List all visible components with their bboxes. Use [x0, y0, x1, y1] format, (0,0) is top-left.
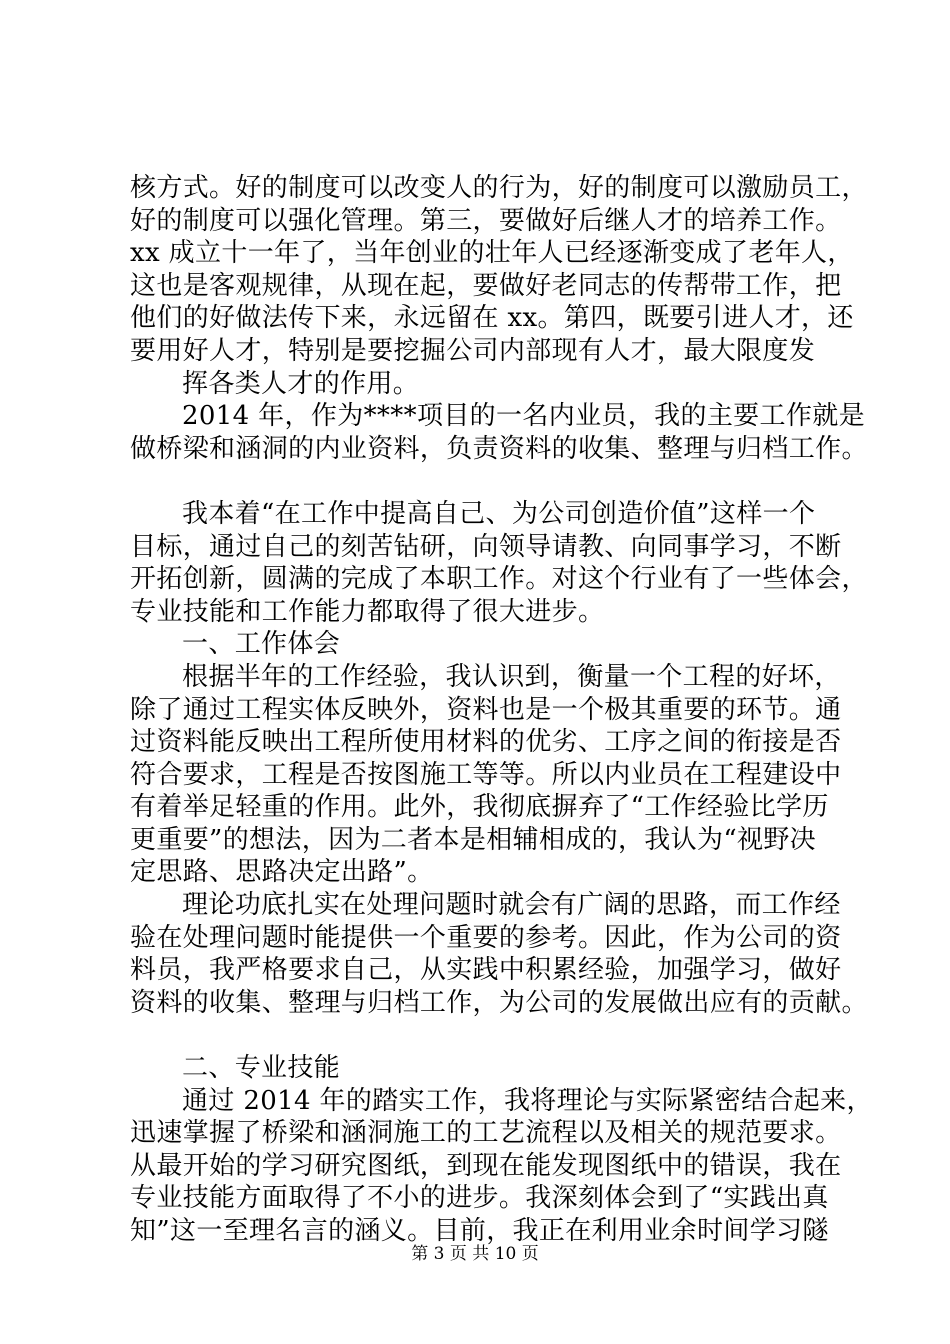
text-line: 专业技能和工作能力都取得了很大进步。 — [130, 596, 605, 627]
text-line: 有着举足轻重的作用。此外，我彻底摒弃了“工作经验比学历 — [130, 792, 829, 823]
text-line: 过资料能反映出工程所使用材料的优劣、工序之间的衔接是否 — [130, 727, 842, 758]
paragraph-start: 我本着“在工作中提高自己、为公司创造价值”这样一个 — [182, 498, 816, 529]
paragraph-start: 通过 2014 年的踏实工作，我将理论与实际紧密结合起来， — [182, 1085, 873, 1116]
text-line: 资料的收集、整理与归档工作，为公司的发展做出应有的贡献。 — [130, 987, 868, 1018]
text-line: 他们的好做法传下来，永远留在 xx。第四，既要引进人才，还 — [130, 303, 854, 334]
text-line: 料员，我严格要求自己，从实践中积累经验，加强学习，做好 — [130, 955, 842, 986]
blank-line — [130, 465, 830, 498]
text-line: 要用好人才，特别是要挖掘公司内部现有人才，最大限度发 — [130, 335, 816, 366]
paragraph-start: 根据半年的工作经验，我认识到，衡量一个工程的好坏， — [182, 661, 841, 692]
text-line: 符合要求，工程是否按图施工等等。所以内业员在工程建设中 — [130, 759, 842, 790]
text-line: 迅速掌握了桥梁和涵洞施工的工艺流程以及相关的规范要求。 — [130, 1118, 842, 1149]
page-number-footer: 第 3 页 共 10 页 — [411, 1244, 539, 1264]
text-line: 挥各类人才的作用。 — [182, 368, 420, 399]
section-heading: 二、专业技能 — [182, 1053, 341, 1084]
text-line: 核方式。好的制度可以改变人的行为，好的制度可以激励员工， — [130, 173, 868, 203]
blank-line — [130, 1019, 830, 1052]
text-line: 开拓创新，圆满的完成了本职工作。对这个行业有了一些体会， — [130, 564, 868, 595]
section-heading: 一、工作体会 — [182, 629, 341, 660]
text-line: 知”这一至理名言的涵义。目前，我正在利用业余时间学习隧 — [130, 1216, 829, 1246]
text-line: 除了通过工程实体反映外，资料也是一个极其重要的环节。通 — [130, 694, 842, 725]
document-body — [130, 172, 873, 1248]
text-line: 更重要”的想法，因为二者本是相辅相成的，我认为“视野决 — [130, 824, 817, 855]
text-line: 从最开始的学习研究图纸，到现在能发现图纸中的错误，我在 — [130, 1150, 842, 1181]
text-line: 好的制度可以强化管理。第三，要做好后继人才的培养工作。 — [130, 205, 842, 236]
text-line: 验在处理问题时能提供一个重要的参考。因此，作为公司的资 — [130, 922, 842, 953]
text-line: xx 成立十一年了，当年创业的壮年人已经逐渐变成了老年人， — [130, 238, 854, 269]
paragraph-start: 2014 年，作为****项目的一名内业员，我的主要工作就是 — [182, 401, 865, 432]
text-line: 定思路、思路决定出路”。 — [130, 857, 434, 888]
text-line: 专业技能方面取得了不小的进步。我深刻体会到了“实践出真 — [130, 1183, 829, 1214]
text-line: 这也是客观规律，从现在起，要做好老同志的传帮带工作，把 — [130, 270, 842, 301]
paragraph-start: 理论功底扎实在处理问题时就会有广阔的思路，而工作经 — [182, 890, 841, 921]
text-line: 做桥梁和涵洞的内业资料，负责资料的收集、整理与归档工作。 — [130, 433, 868, 464]
text-line: 目标，通过自己的刻苦钻研，向领导请教、向同事学习，不断 — [130, 531, 842, 562]
